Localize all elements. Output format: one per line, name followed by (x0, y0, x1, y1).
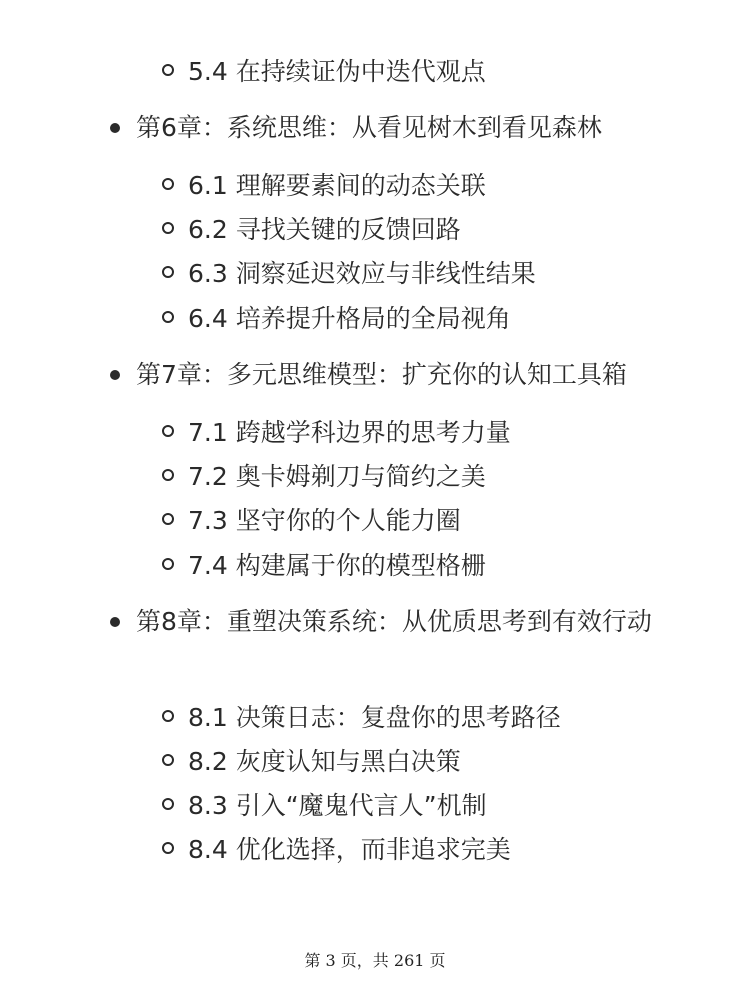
toc-subitem-8-4[interactable] (162, 828, 511, 868)
toc-subitem-7-1[interactable] (162, 411, 511, 451)
circle-bullet-icon (162, 178, 174, 190)
toc-chapter-title: 第7章：多元思维模型：扩充你的认知工具箱 (136, 360, 627, 389)
circle-bullet-icon (162, 469, 174, 481)
circle-bullet-icon (162, 798, 174, 810)
toc-subitem-label: 6.2 寻找关键的反馈回路 (188, 215, 461, 244)
toc-subitem-7-3[interactable] (162, 499, 461, 539)
toc-chapter-7[interactable] (110, 353, 666, 397)
circle-bullet-icon (162, 754, 174, 766)
toc-chapter-6[interactable] (110, 106, 666, 150)
circle-bullet-icon (162, 311, 174, 323)
circle-bullet-icon (162, 222, 174, 234)
toc-subitem-label: 8.1 决策日志：复盘你的思考路径 (188, 703, 561, 732)
toc-chapter-title: 第6章：系统思维：从看见树木到看见森林 (136, 113, 602, 142)
toc-subitem-label: 6.4 培养提升格局的全局视角 (188, 304, 511, 333)
toc-subitem-label: 7.1 跨越学科边界的思考力量 (188, 418, 511, 447)
toc-subitem-8-2[interactable] (162, 740, 461, 780)
toc-subitem-label: 7.4 构建属于你的模型格栅 (188, 551, 486, 580)
disc-bullet-icon (110, 123, 120, 133)
toc-chapter-8[interactable] (110, 600, 666, 644)
page-indicator: 第 3 页，共 261 页 (304, 951, 446, 970)
toc-subitem-6-2[interactable] (162, 208, 461, 248)
toc-subitem-label: 8.3 引入“魔鬼代言人”机制 (188, 791, 487, 820)
circle-bullet-icon (162, 425, 174, 437)
disc-bullet-icon (110, 617, 120, 627)
toc-subitem-8-3[interactable] (162, 784, 487, 824)
toc-subitem-label: 8.4 优化选择，而非追求完美 (188, 835, 511, 864)
circle-bullet-icon (162, 64, 174, 76)
toc-subitem-6-1[interactable] (162, 164, 486, 204)
circle-bullet-icon (162, 558, 174, 570)
toc-chapter-title: 第8章：重塑决策系统：从优质思考到有效行动 (136, 607, 652, 636)
disc-bullet-icon (110, 370, 120, 380)
toc-subitem-6-4[interactable] (162, 297, 511, 337)
toc-subitem-8-1[interactable] (162, 696, 561, 736)
toc-subitem-label: 7.2 奥卡姆剃刀与简约之美 (188, 462, 486, 491)
toc-subitem-5-4[interactable] (162, 50, 486, 90)
circle-bullet-icon (162, 266, 174, 278)
circle-bullet-icon (162, 710, 174, 722)
toc-subitem-label: 8.2 灰度认知与黑白决策 (188, 747, 461, 776)
toc-subitem-label: 6.3 洞察延迟效应与非线性结果 (188, 259, 536, 288)
circle-bullet-icon (162, 513, 174, 525)
toc-subitem-label: 7.3 坚守你的个人能力圈 (188, 506, 461, 535)
toc-subitem-6-3[interactable] (162, 252, 536, 292)
toc-subitem-7-4[interactable] (162, 544, 486, 584)
circle-bullet-icon (162, 842, 174, 854)
toc-subitem-7-2[interactable] (162, 455, 486, 495)
toc-subitem-label: 5.4 在持续证伪中迭代观点 (188, 57, 486, 86)
toc-subitem-label: 6.1 理解要素间的动态关联 (188, 171, 486, 200)
